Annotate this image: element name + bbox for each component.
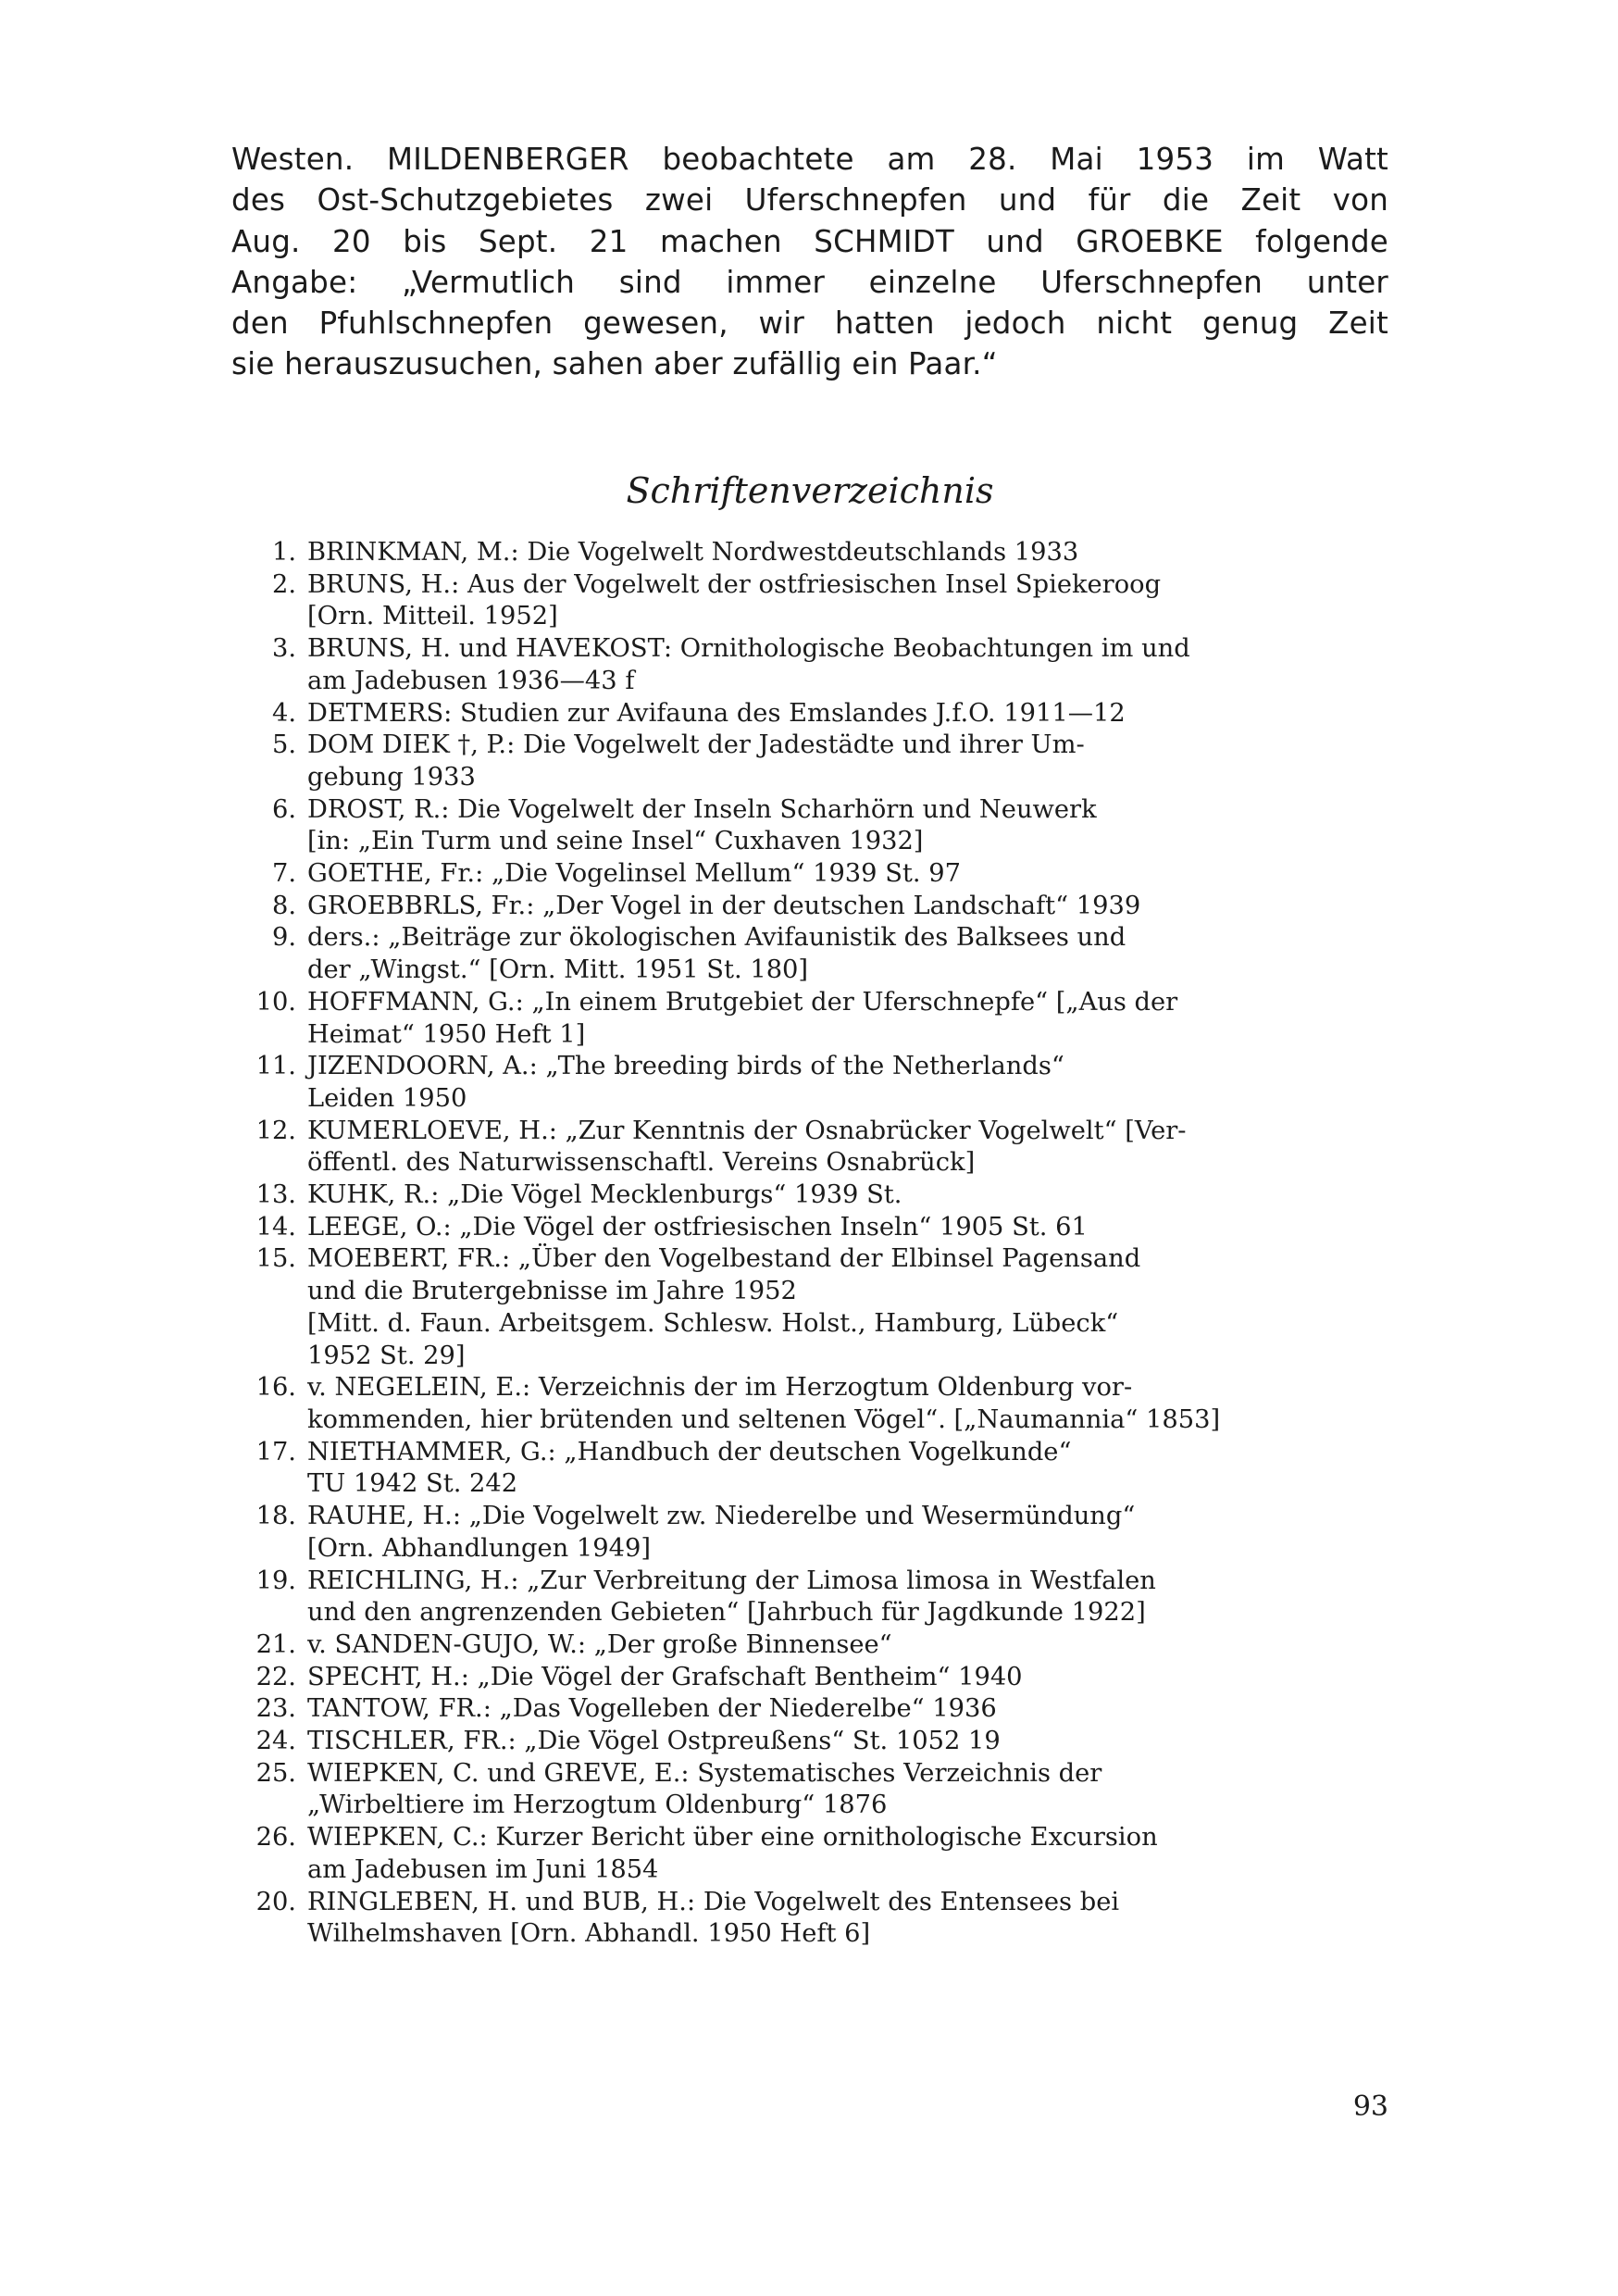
reference-line: HOFFMANN, G.: „In einem Brutgebiet der Uferschnepfe“ [„Aus der xyxy=(307,987,1178,1017)
reference-item xyxy=(231,922,1388,986)
reference-line: DETMERS: Studien zur Avifauna des Emslandes J.f.O. 1911—12 xyxy=(307,698,1126,728)
reference-text xyxy=(296,1662,1388,1694)
reference-item xyxy=(231,858,1388,891)
reference-line: der „Wingst.“ [Orn. Mitt. 1951 St. 180] xyxy=(307,955,809,985)
reference-line: 1952 St. 29] xyxy=(307,1341,466,1370)
reference-number: 10. xyxy=(255,987,296,1017)
reference-line: Wilhelmshaven [Orn. Abhandl. 1950 Heft 6] xyxy=(307,1919,871,1949)
reference-line: und den angrenzenden Gebieten“ [Jahrbuch für Jagdkunde 1922] xyxy=(307,1598,1146,1628)
reference-text xyxy=(296,1822,1388,1886)
reference-number: 23. xyxy=(255,1694,296,1724)
reference-line: BRINKMAN, M.: Die Vogelwelt Nordwestdeutschlands 1933 xyxy=(307,538,1079,567)
reference-text xyxy=(296,1629,1388,1662)
reference-line: TANTOW, FR.: „Das Vogelleben der Niederelbe“ 1936 xyxy=(307,1694,997,1724)
reference-line: GOETHE, Fr.: „Die Vogelinsel Mellum“ 1939 St. 97 xyxy=(307,859,961,889)
reference-line: v. SANDEN-GUJO, W.: „Der große Binnensee“ xyxy=(307,1629,892,1659)
reference-number: 5. xyxy=(271,730,296,760)
reference-number: 13. xyxy=(255,1180,296,1210)
reference-line: „Wirbeltiere im Herzogtum Oldenburg“ 1876 xyxy=(307,1791,888,1820)
reference-number: 19. xyxy=(255,1566,296,1595)
reference-number: 15. xyxy=(255,1244,296,1274)
reference-item xyxy=(231,1437,1388,1501)
reference-text xyxy=(296,1116,1388,1179)
reference-item xyxy=(231,1726,1388,1758)
reference-item xyxy=(231,1629,1388,1662)
reference-line: [Mitt. d. Faun. Arbeitsgem. Schlesw. Holst., Hamburg, Lübeck“ xyxy=(307,1308,1119,1338)
reference-item xyxy=(231,537,1388,569)
reference-line: am Jadebusen 1936—43 f xyxy=(307,666,635,695)
reference-item xyxy=(231,1758,1388,1822)
reference-line: DROST, R.: Die Vogelwelt der Inseln Scharhörn und Neuwerk xyxy=(307,794,1097,824)
reference-list xyxy=(231,537,1388,1951)
reference-number: 9. xyxy=(271,923,296,953)
reference-item xyxy=(231,1693,1388,1726)
reference-line: TU 1942 St. 242 xyxy=(307,1469,518,1499)
reference-number: 18. xyxy=(255,1502,296,1531)
reference-line: BRUNS, H.: Aus der Vogelwelt der ostfriesischen Insel Spiekeroog xyxy=(307,569,1162,599)
intro-line: sie herauszusuchen, sahen aber zufällig ein Paar.“ xyxy=(231,346,998,382)
reference-number: 17. xyxy=(255,1437,296,1466)
reference-line: am Jadebusen im Juni 1854 xyxy=(307,1854,659,1884)
reference-number: 6. xyxy=(271,794,296,824)
reference-text xyxy=(296,1726,1388,1758)
reference-text xyxy=(296,1437,1388,1501)
reference-line: REICHLING, H.: „Zur Verbreitung der Limosa limosa in Westfalen xyxy=(307,1566,1156,1595)
reference-text xyxy=(296,698,1388,730)
reference-item xyxy=(231,794,1388,858)
reference-text xyxy=(296,1693,1388,1726)
reference-number: 7. xyxy=(271,859,296,889)
reference-number: 12. xyxy=(255,1116,296,1145)
reference-item xyxy=(231,1822,1388,1886)
intro-line: Angabe: „Vermutlich sind immer einzelne Uferschnepfen unter xyxy=(231,264,1388,300)
reference-item xyxy=(231,730,1388,793)
reference-line: öffentl. des Naturwissenschaftl. Vereins Osnabrück] xyxy=(307,1148,976,1178)
reference-item xyxy=(231,1116,1388,1179)
reference-item xyxy=(231,1243,1388,1372)
reference-text xyxy=(296,1566,1388,1629)
intro-line: Westen. MILDENBERGER beobachtete am 28. Mai 1953 im Watt xyxy=(231,142,1388,177)
page xyxy=(231,139,1388,2222)
reference-text xyxy=(296,1051,1388,1115)
reference-item xyxy=(231,1662,1388,1694)
reference-line: SPECHT, H.: „Die Vögel der Grafschaft Bentheim“ 1940 xyxy=(307,1662,1023,1691)
intro-line: des Ost-Schutzgebietes zwei Uferschnepfen und für die Zeit von xyxy=(231,182,1388,218)
reference-line: [Orn. Abhandlungen 1949] xyxy=(307,1533,652,1563)
reference-item xyxy=(231,633,1388,697)
reference-line: v. NEGELEIN, E.: Verzeichnis der im Herzogtum Oldenburg vor- xyxy=(307,1373,1133,1403)
intro-paragraph xyxy=(231,139,1388,385)
reference-line: MOEBERT, FR.: „Über den Vogelbestand der Elbinsel Pagensand xyxy=(307,1244,1141,1274)
reference-line: Heimat“ 1950 Heft 1] xyxy=(307,1019,586,1049)
reference-text xyxy=(296,987,1388,1051)
reference-number: 20. xyxy=(255,1887,296,1916)
reference-line: kommenden, hier brütenden und seltenen Vögel“. [„Naumannia“ 1853] xyxy=(307,1404,1221,1434)
reference-text xyxy=(296,569,1388,633)
reference-item xyxy=(231,1212,1388,1244)
reference-number: 8. xyxy=(271,891,296,920)
reference-line: GROEBBRLS, Fr.: „Der Vogel in der deutschen Landschaft“ 1939 xyxy=(307,891,1141,920)
reference-text xyxy=(296,794,1388,858)
reference-line: WIEPKEN, C.: Kurzer Bericht über eine ornithologische Excursion xyxy=(307,1823,1158,1853)
reference-text xyxy=(296,1372,1388,1436)
reference-line: [Orn. Mitteil. 1952] xyxy=(307,602,558,631)
reference-text xyxy=(296,633,1388,697)
reference-line: und die Brutergebnisse im Jahre 1952 xyxy=(307,1277,797,1306)
reference-line: RINGLEBEN, H. und BUB, H.: Die Vogelwelt des Entensees bei xyxy=(307,1887,1120,1916)
reference-item xyxy=(231,1051,1388,1115)
reference-line: KUMERLOEVE, H.: „Zur Kenntnis der Osnabrücker Vogelwelt“ [Ver- xyxy=(307,1116,1187,1145)
reference-number: 14. xyxy=(255,1212,296,1242)
reference-line: NIETHAMMER, G.: „Handbuch der deutschen Vogelkunde“ xyxy=(307,1437,1072,1466)
intro-line: den Pfuhlschnepfen gewesen, wir hatten jedoch nicht genug Zeit xyxy=(231,306,1388,342)
reference-text xyxy=(296,537,1388,569)
reference-item xyxy=(231,569,1388,633)
reference-item xyxy=(231,891,1388,923)
reference-number: 3. xyxy=(271,634,296,664)
reference-line: BRUNS, H. und HAVEKOST: Ornithologische Beobachtungen im und xyxy=(307,634,1190,664)
reference-item xyxy=(231,1179,1388,1212)
page-number: 93 xyxy=(1352,2090,1388,2123)
bibliography-heading: Schriftenverzeichnis xyxy=(626,470,994,511)
reference-line: DOM DIEK †, P.: Die Vogelwelt der Jadestädte und ihrer Um- xyxy=(307,730,1085,760)
reference-item xyxy=(231,987,1388,1051)
reference-line: Leiden 1950 xyxy=(307,1083,467,1113)
reference-item xyxy=(231,1887,1388,1951)
reference-item xyxy=(231,698,1388,730)
reference-line: TISCHLER, FR.: „Die Vögel Ostpreußens“ St. 1052 19 xyxy=(307,1727,1001,1756)
reference-number: 4. xyxy=(271,698,296,728)
reference-text xyxy=(296,891,1388,923)
reference-text xyxy=(296,858,1388,891)
reference-text xyxy=(296,922,1388,986)
reference-number: 1. xyxy=(271,538,296,567)
reference-number: 16. xyxy=(255,1373,296,1403)
reference-line: JIZENDOORN, A.: „The breeding birds of the Netherlands“ xyxy=(307,1052,1064,1081)
reference-text xyxy=(296,1212,1388,1244)
reference-item xyxy=(231,1501,1388,1565)
reference-item xyxy=(231,1372,1388,1436)
reference-text xyxy=(296,1758,1388,1822)
intro-line: Aug. 20 bis Sept. 21 machen SCHMIDT und GROEBKE folgende xyxy=(231,223,1388,259)
reference-text xyxy=(296,1887,1388,1951)
reference-line: ders.: „Beiträge zur ökologischen Avifaunistik des Balksees und xyxy=(307,923,1126,953)
reference-number: 21. xyxy=(255,1629,296,1659)
reference-item xyxy=(231,1566,1388,1629)
reference-line: [in: „Ein Turm und seine Insel“ Cuxhaven 1932] xyxy=(307,827,924,856)
reference-number: 24. xyxy=(255,1727,296,1756)
reference-text xyxy=(296,1179,1388,1212)
reference-line: LEEGE, O.: „Die Vögel der ostfriesischen Inseln“ 1905 St. 61 xyxy=(307,1212,1088,1242)
reference-number: 2. xyxy=(271,569,296,599)
reference-number: 26. xyxy=(255,1823,296,1853)
reference-text xyxy=(296,1501,1388,1565)
reference-line: KUHK, R.: „Die Vögel Mecklenburgs“ 1939 St. xyxy=(307,1180,902,1210)
reference-text xyxy=(296,1243,1388,1372)
reference-number: 25. xyxy=(255,1758,296,1788)
reference-line: gebung 1933 xyxy=(307,762,476,792)
reference-text xyxy=(296,730,1388,793)
reference-number: 11. xyxy=(255,1052,296,1081)
reference-number: 22. xyxy=(255,1662,296,1691)
reference-line: RAUHE, H.: „Die Vogelwelt zw. Niederelbe und Wesermündung“ xyxy=(307,1502,1136,1531)
reference-line: WIEPKEN, C. und GREVE, E.: Systematisches Verzeichnis der xyxy=(307,1758,1102,1788)
